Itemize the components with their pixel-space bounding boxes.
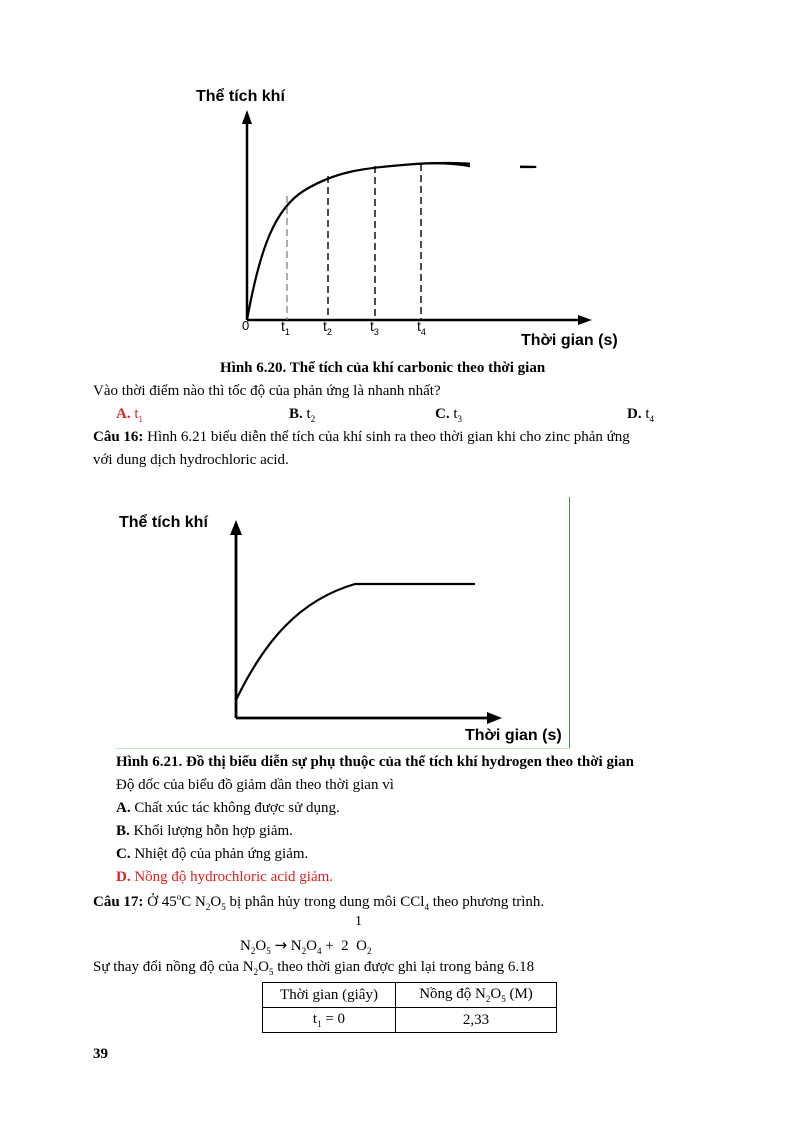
q15-option-d: D. $t_4$: [627, 406, 655, 424]
table-header-time: Thời gian (giây): [263, 983, 396, 1008]
fig2-x-arrow: [487, 712, 502, 724]
q17-table: [262, 982, 557, 1033]
fig2-y-arrow: [230, 520, 242, 535]
fig2-x-label: Thời gian (s): [465, 727, 562, 744]
page-number: 39: [93, 1046, 108, 1062]
fig1-y-label: Thể tích khí: [196, 88, 285, 105]
fig1-tick-t1: $t_1$: [281, 318, 290, 337]
q15-option-c: C. $t_3$: [435, 406, 463, 424]
table-cell-concentration: 2,33: [396, 1008, 557, 1033]
fig2-y-label: Thể tích khí: [119, 514, 208, 531]
q15-option-b: B. $t_2$: [289, 406, 316, 424]
fig1-x-label: Thời gian (s): [521, 332, 618, 349]
q17-fraction-den: 2: [341, 938, 349, 954]
q16-option-a: A. Chất xúc tác không được sử dụng.: [116, 800, 340, 816]
fig1-curve-overlay: [230, 108, 600, 338]
q17-fraction-num: 1: [355, 914, 362, 929]
table-header-row: [263, 983, 557, 1008]
fig2-chart: [225, 515, 525, 730]
fig2-caption: Hình 6.21. Đồ thị biểu diễn sự phụ thuộc của thể tích khí hydrogen theo thời gian: [116, 754, 634, 770]
fig2-curve: [236, 584, 475, 700]
q16-option-d: D. Nồng độ hydrochloric acid giảm.: [116, 869, 334, 885]
fig2-frame-bottom: [115, 748, 570, 749]
q16-text-line2: với dung dịch hydrochloric acid.: [93, 452, 289, 468]
q16-text-line1: Câu 16: Hình 6.21 biểu diễn thể tích của khí sinh ra theo thời gian khi cho zinc phản ứng: [93, 429, 630, 445]
fig2-frame-right: [569, 497, 570, 749]
q15-question: Vào thời điểm nào thì tốc độ của phản ứng là nhanh nhất?: [93, 383, 441, 399]
fig1-caption: Hình 6.20. Thể tích của khí carbonic theo thời gian: [220, 360, 546, 376]
fig1-origin: 0: [242, 318, 250, 333]
fig1-tick-t2: $t_2$: [323, 318, 332, 337]
fig1-tick-t4: $t_4$: [417, 318, 426, 337]
table-cell-time: $t_1 = 0$: [263, 1008, 396, 1033]
q15-option-a: A. $t_1$: [116, 406, 144, 424]
q16-option-c: C. Nhiệt độ của phản ứng giảm.: [116, 846, 309, 862]
q16-prompt: Độ dốc của biểu đồ giảm dần theo thời gian vì: [116, 777, 394, 793]
fig1-tick-t3: $t_3$: [370, 318, 379, 337]
q17-equation: $N_2O_5 \to N_2O_4 + 2$ $O_2$: [240, 936, 372, 956]
q17-text: Câu 17: Ở 45$^o$C $N_2O_5$ bị phân hủy trong dung môi CCl$_4$ theo phương trình.: [93, 892, 545, 912]
q16-option-b: B. Khối lượng hỗn hợp giảm.: [116, 823, 293, 839]
table-header-concentration: Nồng độ $N_2O_5$ (M): [396, 983, 557, 1008]
q17-table-intro: Sự thay đổi nồng độ của $N_2O_5$ theo thời gian được ghi lại trong bảng 6.18: [93, 959, 535, 977]
table-row: [263, 1008, 557, 1033]
